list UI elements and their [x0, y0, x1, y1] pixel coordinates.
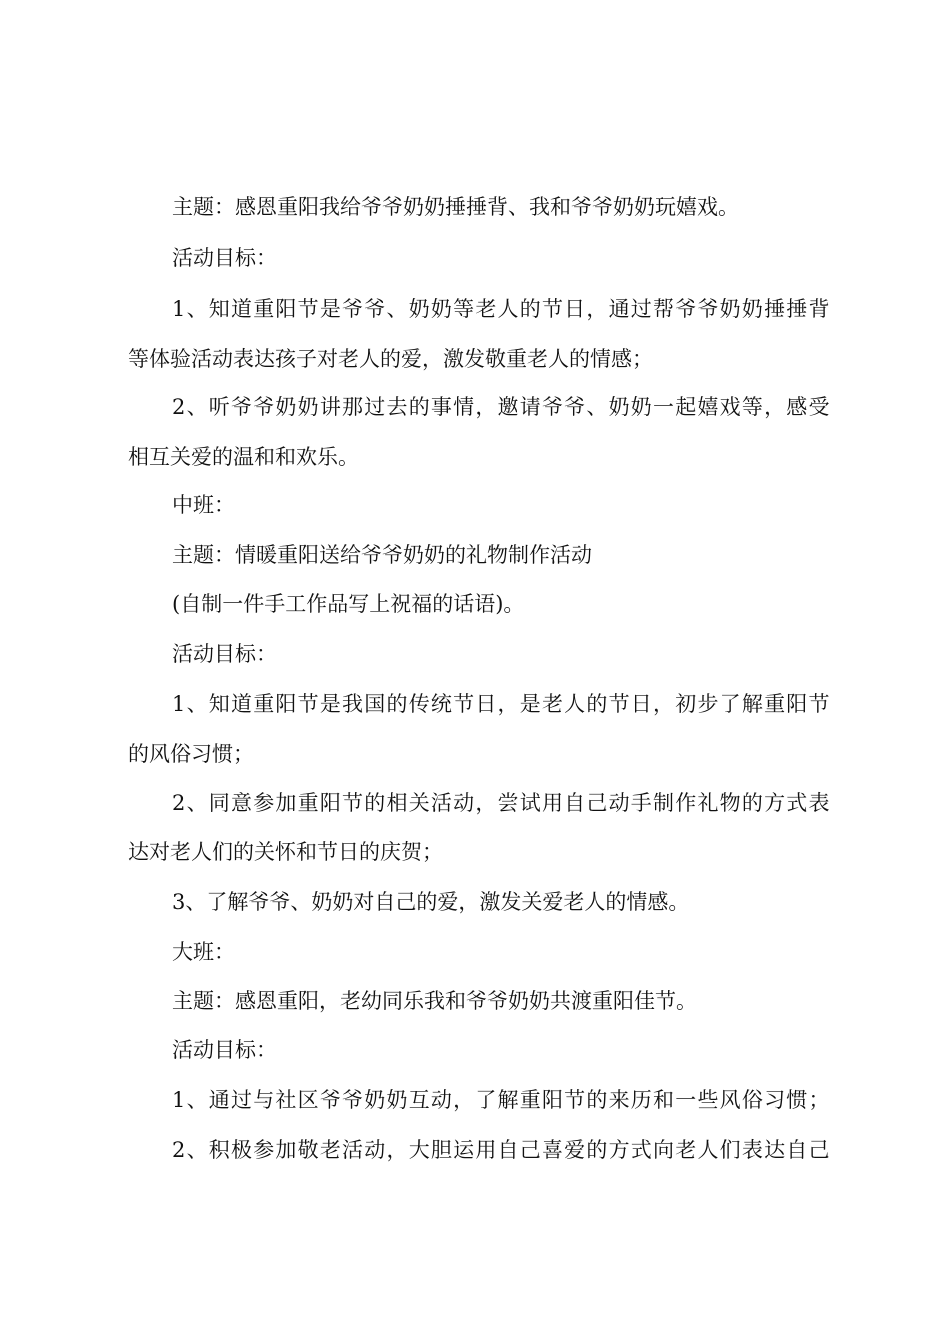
paragraph-line: 1、知道重阳节是爷爷、奶奶等老人的节日，通过帮爷爷奶奶捶捶背 — [172, 297, 830, 321]
paragraph-line: 2、积极参加敬老活动，大胆运用自己喜爱的方式向老人们表达自己 — [172, 1138, 830, 1162]
paragraph-line: 中班： — [172, 493, 235, 517]
paragraph-line: 的风俗习惯； — [128, 742, 254, 766]
paragraph-line: 2、同意参加重阳节的相关活动，尝试用自己动手制作礼物的方式表 — [172, 791, 830, 815]
paragraph-line: 达对老人们的关怀和节日的庆贺； — [128, 840, 443, 864]
paragraph-line: 活动目标： — [172, 642, 277, 666]
paragraph-line: 活动目标： — [172, 246, 277, 270]
paragraph-line: 等体验活动表达孩子对老人的爱，激发敬重老人的情感； — [128, 347, 653, 371]
paragraph-line: 主题：感恩重阳，老幼同乐我和爷爷奶奶共渡重阳佳节。 — [172, 989, 697, 1013]
paragraph-line: 主题：情暖重阳送给爷爷奶奶的礼物制作活动 — [172, 543, 592, 567]
paragraph-line: 主题：感恩重阳我给爷爷奶奶捶捶背、我和爷爷奶奶玩嬉戏。 — [172, 195, 739, 219]
paragraph-line: 1、通过与社区爷爷奶奶互动，了解重阳节的来历和一些风俗习惯； — [172, 1088, 830, 1112]
paragraph-line: 相互关爱的温和和欢乐。 — [128, 445, 359, 469]
paragraph-line: 2、听爷爷奶奶讲那过去的事情，邀请爷爷、奶奶一起嬉戏等，感受 — [172, 395, 830, 419]
paragraph-line: 3、了解爷爷、奶奶对自己的爱，激发关爱老人的情感。 — [172, 890, 690, 914]
paragraph-line: 1、知道重阳节是我国的传统节日，是老人的节日，初步了解重阳节 — [172, 692, 830, 716]
paragraph-line: (自制一件手工作品写上祝福的话语)。 — [172, 592, 525, 616]
paragraph-line: 大班： — [172, 940, 235, 964]
paragraph-line: 活动目标： — [172, 1038, 277, 1062]
